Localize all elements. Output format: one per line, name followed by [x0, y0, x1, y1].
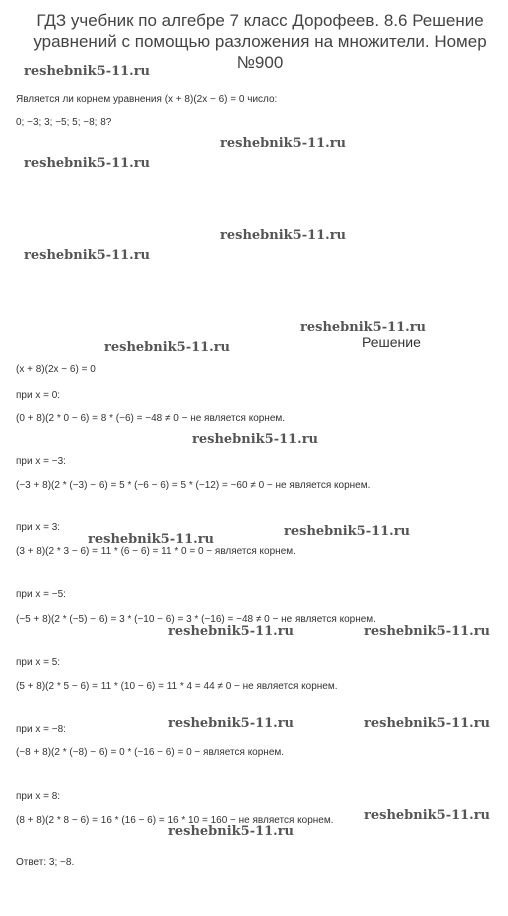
case-label: при x = −3: — [16, 456, 66, 467]
numbers-list: 0; −3; 3; −5; 5; −8; 8? — [16, 117, 112, 128]
watermark: reshebnik5-11.ru — [104, 340, 231, 355]
watermark: reshebnik5-11.ru — [168, 824, 295, 839]
page-title: ГДЗ учебник по алгебре 7 класс Дорофеев. 8.6 Решение уравнений с помощью разложения на множители. Номер №900 — [33, 11, 487, 72]
watermark: reshebnik5-11.ru — [220, 228, 347, 243]
case-calc: (0 + 8)(2 * 0 − 6) = 8 * (−6) = −48 ≠ 0 − не является корнем. — [16, 413, 286, 424]
case-label: при x = −8: — [16, 724, 66, 735]
case-label: при x = 0: — [16, 390, 61, 401]
watermark: reshebnik5-11.ru — [192, 432, 319, 447]
case-calc: (3 + 8)(2 * 3 − 6) = 11 * (6 − 6) = 11 * 0 = 0 − является корнем. — [16, 546, 296, 557]
case-label: при x = 3: — [16, 522, 61, 533]
watermark: reshebnik5-11.ru — [284, 524, 411, 539]
watermark: reshebnik5-11.ru — [24, 156, 151, 171]
watermark: reshebnik5-11.ru — [364, 624, 491, 639]
watermark: reshebnik5-11.ru — [24, 248, 151, 263]
question-text: Является ли корнем уравнения (x + 8)(2x − 6) = 0 число: — [16, 94, 278, 105]
watermark: reshebnik5-11.ru — [168, 716, 295, 731]
case-calc: (5 + 8)(2 * 5 − 6) = 11 * (10 − 6) = 11 * 4 = 44 ≠ 0 − не является корнем. — [16, 681, 338, 692]
equation: (x + 8)(2x − 6) = 0 — [16, 364, 96, 375]
case-label: при x = 5: — [16, 657, 61, 668]
solution-label: Решение — [362, 334, 421, 350]
case-label: при x = −5: — [16, 589, 66, 600]
case-calc: (−3 + 8)(2 * (−3) − 6) = 5 * (−6 − 6) = 5 * (−12) = −60 ≠ 0 − не является корнем. — [16, 480, 371, 491]
watermark: reshebnik5-11.ru — [168, 624, 295, 639]
case-calc: (8 + 8)(2 * 8 − 6) = 16 * (16 − 6) = 16 * 10 = 160 − не является корнем. — [16, 815, 334, 826]
case-label: при x = 8: — [16, 791, 61, 802]
watermark: reshebnik5-11.ru — [88, 532, 215, 547]
case-calc: (−5 + 8)(2 * (−5) − 6) = 3 * (−10 − 6) = 3 * (−16) = −48 ≠ 0 − не является корнем. — [16, 614, 376, 625]
watermark: reshebnik5-11.ru — [300, 320, 427, 335]
watermark: reshebnik5-11.ru — [364, 716, 491, 731]
case-calc: (−8 + 8)(2 * (−8) − 6) = 0 * (−16 − 6) = 0 − является корнем. — [16, 747, 285, 758]
watermark: reshebnik5-11.ru — [220, 136, 347, 151]
watermark: reshebnik5-11.ru — [364, 808, 491, 823]
answer-text: Ответ: 3; −8. — [16, 857, 75, 868]
watermark: reshebnik5-11.ru — [24, 64, 151, 79]
